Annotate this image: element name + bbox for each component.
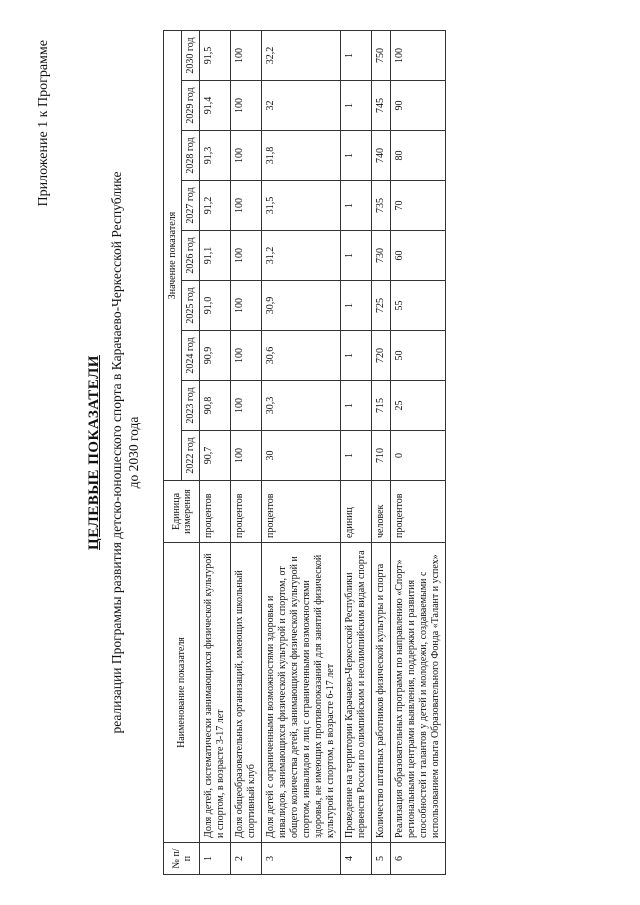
table-header-row bbox=[164, 31, 182, 875]
value-cell: 91,3 bbox=[200, 131, 231, 181]
value-cell: 100 bbox=[231, 181, 262, 231]
header-year: 2028 год bbox=[182, 131, 200, 181]
table-row bbox=[391, 31, 446, 875]
row-number: 3 bbox=[262, 843, 341, 875]
indicator-name: Реализация образовательных программ по направлению «Спорт» региональными центрами выявления, поддержки и развития способностей и талантов у детей и молодежи, создаваемыми с использованием опыта Образовательного Фонда «Талант и успех» bbox=[391, 543, 446, 843]
row-number: 5 bbox=[372, 843, 391, 875]
header-year: 2027 год bbox=[182, 181, 200, 231]
value-cell: 30,6 bbox=[262, 331, 341, 381]
table-row bbox=[262, 31, 341, 875]
value-cell: 80 bbox=[391, 131, 446, 181]
value-cell: 100 bbox=[391, 31, 446, 81]
indicator-name: Доля общеобразовательных организаций, имеющих школьный спортивный клуб bbox=[231, 543, 262, 843]
appendix-label: Приложение 1 к Программе bbox=[36, 40, 51, 207]
table-row bbox=[200, 31, 231, 875]
value-cell: 31,8 bbox=[262, 131, 341, 181]
row-number: 1 bbox=[200, 843, 231, 875]
header-year: 2029 год bbox=[182, 81, 200, 131]
value-cell: 740 bbox=[372, 131, 391, 181]
header-year: 2025 год bbox=[182, 281, 200, 331]
document-subtitle bbox=[108, 0, 142, 905]
value-cell: 1 bbox=[341, 31, 372, 81]
value-cell: 31,2 bbox=[262, 231, 341, 281]
value-cell: 100 bbox=[231, 81, 262, 131]
value-cell: 32,2 bbox=[262, 31, 341, 81]
value-cell: 720 bbox=[372, 331, 391, 381]
value-cell: 100 bbox=[231, 331, 262, 381]
value-cell: 750 bbox=[372, 31, 391, 81]
value-cell: 70 bbox=[391, 181, 446, 231]
header-unit: Единица измерения bbox=[164, 481, 200, 543]
value-cell: 91,5 bbox=[200, 31, 231, 81]
value-cell: 715 bbox=[372, 381, 391, 431]
value-cell: 1 bbox=[341, 431, 372, 481]
unit-cell: процентов bbox=[391, 481, 446, 543]
header-year: 2024 год bbox=[182, 331, 200, 381]
header-year: 2026 год bbox=[182, 231, 200, 281]
value-cell: 1 bbox=[341, 331, 372, 381]
table-row bbox=[341, 31, 372, 875]
value-cell: 1 bbox=[341, 231, 372, 281]
value-cell: 1 bbox=[341, 181, 372, 231]
value-cell: 90,7 bbox=[200, 431, 231, 481]
value-cell: 735 bbox=[372, 181, 391, 231]
value-cell: 100 bbox=[231, 381, 262, 431]
value-cell: 1 bbox=[341, 281, 372, 331]
table-body bbox=[200, 31, 446, 875]
document-title: ЦЕЛЕВЫЕ ПОКАЗАТЕЛИ bbox=[86, 355, 102, 550]
value-cell: 0 bbox=[391, 431, 446, 481]
value-cell: 91,4 bbox=[200, 81, 231, 131]
value-cell: 90,8 bbox=[200, 381, 231, 431]
row-number: 4 bbox=[341, 843, 372, 875]
value-cell: 60 bbox=[391, 231, 446, 281]
indicators-table bbox=[163, 30, 446, 875]
header-year: 2023 год bbox=[182, 381, 200, 431]
subtitle-line-1: реализации Программы развития детско-юношеского спорта в Карачаево-Черкесской Республике bbox=[109, 171, 124, 734]
table-row bbox=[372, 31, 391, 875]
unit-cell: процентов bbox=[262, 481, 341, 543]
table-row bbox=[231, 31, 262, 875]
value-cell: 30,3 bbox=[262, 381, 341, 431]
value-cell: 730 bbox=[372, 231, 391, 281]
value-cell: 25 bbox=[391, 381, 446, 431]
header-name: Наименование показателя bbox=[164, 543, 200, 843]
header-values: Значение показателя bbox=[164, 31, 182, 481]
row-number: 2 bbox=[231, 843, 262, 875]
header-num: № п/п bbox=[164, 843, 200, 875]
value-cell: 30 bbox=[262, 431, 341, 481]
indicator-name: Доля детей с ограниченными возможностями здоровья и инвалидов, занимающихся физической культурой и спортом, от общего количества детей, занимающихся физической культурой и спортом, инвалидов и лиц с ограниченными возможностями здоровья, не имеющих противопоказаний для занятий физической культурой и спортом, в возрасте 6-17 лет bbox=[262, 543, 341, 843]
value-cell: 91,0 bbox=[200, 281, 231, 331]
value-cell: 100 bbox=[231, 281, 262, 331]
value-cell: 745 bbox=[372, 81, 391, 131]
header-year: 2030 год bbox=[182, 31, 200, 81]
value-cell: 91,1 bbox=[200, 231, 231, 281]
subtitle-line-2: до 2030 года bbox=[126, 416, 141, 489]
value-cell: 31,5 bbox=[262, 181, 341, 231]
value-cell: 100 bbox=[231, 31, 262, 81]
value-cell: 90,9 bbox=[200, 331, 231, 381]
value-cell: 91,2 bbox=[200, 181, 231, 231]
value-cell: 55 bbox=[391, 281, 446, 331]
value-cell: 100 bbox=[231, 131, 262, 181]
indicator-name: Доля детей, систематически занимающихся физической культурой и спортом, в возрасте 3-17 лет bbox=[200, 543, 231, 843]
unit-cell: процентов bbox=[200, 481, 231, 543]
value-cell: 90 bbox=[391, 81, 446, 131]
value-cell: 100 bbox=[231, 231, 262, 281]
value-cell: 710 bbox=[372, 431, 391, 481]
row-number: 6 bbox=[391, 843, 446, 875]
value-cell: 50 bbox=[391, 331, 446, 381]
indicator-name: Количество штатных работников физической культуры и спорта bbox=[372, 543, 391, 843]
value-cell: 1 bbox=[341, 131, 372, 181]
unit-cell: процентов bbox=[231, 481, 262, 543]
header-year: 2022 год bbox=[182, 431, 200, 481]
unit-cell: единиц bbox=[341, 481, 372, 543]
value-cell: 725 bbox=[372, 281, 391, 331]
value-cell: 1 bbox=[341, 381, 372, 431]
value-cell: 32 bbox=[262, 81, 341, 131]
indicator-name: Проведение на территории Карачаево-Черкесской Республики первенств России по олимпийским и неолимпийским видам спорта bbox=[341, 543, 372, 843]
value-cell: 1 bbox=[341, 81, 372, 131]
value-cell: 100 bbox=[231, 431, 262, 481]
unit-cell: человек bbox=[372, 481, 391, 543]
value-cell: 30,9 bbox=[262, 281, 341, 331]
